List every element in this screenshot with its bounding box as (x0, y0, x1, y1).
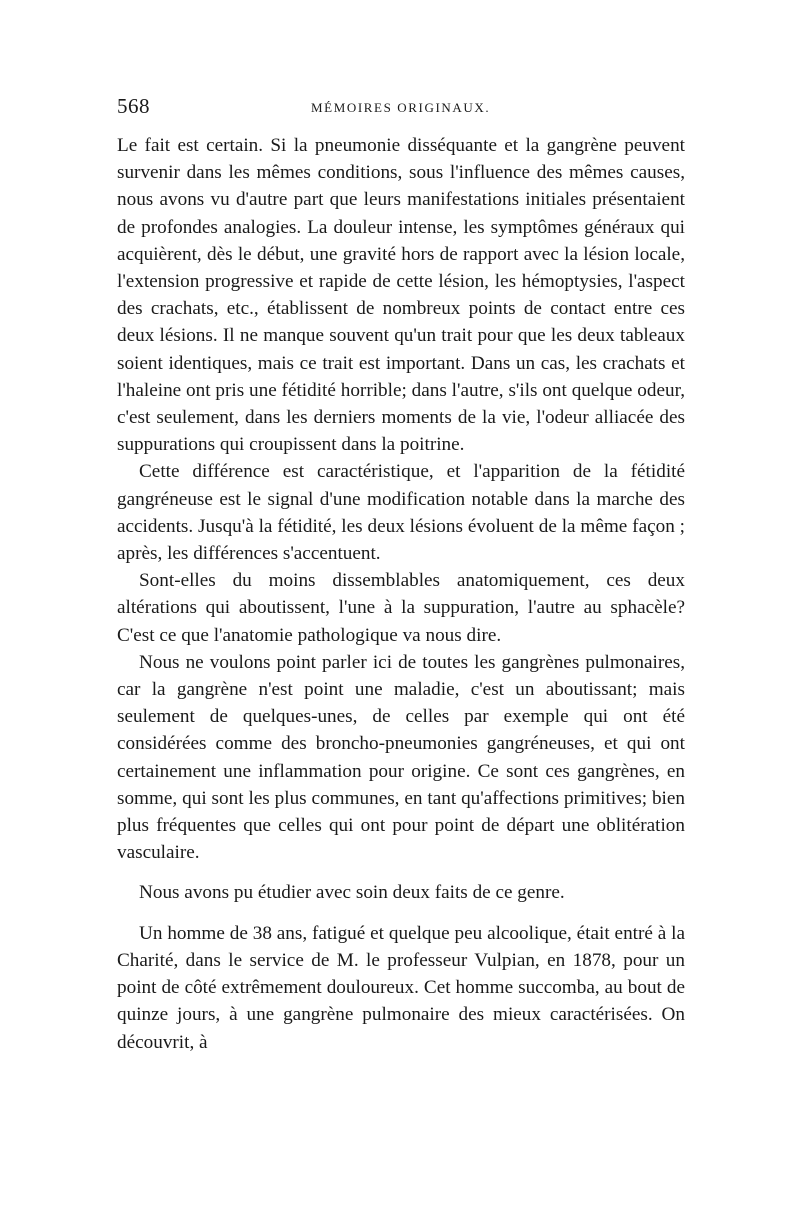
paragraph: Cette différence est caractéristique, et l'apparition de la fétidité gangréneuse est le signal d'une modification notable dans la marche des accidents. Jusqu'à la fétidité, les deux lésions évoluent de la même façon ; après, les différences s'accentuent. (117, 461, 685, 565)
page-number: 568 (117, 94, 150, 118)
paragraph: Sont-elles du moins dissemblables anatomiquement, ces deux altérations qui aboutissent, l'une à la suppuration, l'autre au sphacèle? C'est ce que l'anatomie pathologique va nous dire. (117, 570, 685, 646)
paragraph: Nous avons pu étudier avec soin deux faits de ce genre. (139, 882, 565, 904)
page-header (117, 94, 685, 124)
page-body (117, 132, 685, 1056)
paragraph: Le fait est certain. Si la pneumonie disséquante et la gangrène peuvent survenir dans les mêmes conditions, sous l'influence des mêmes causes, nous avons vu d'autre part que leurs manifestations initiales présentaient de profondes analogies. La douleur intense, les symptômes généraux qui acquièrent, dès le début, une gravité hors de rapport avec la lésion locale, l'extension progressive et rapide de cette lésion, les hémoptysies, l'aspect des crachats, etc., établissent de nombreux points de contact entre ces deux lésions. Il ne manque souvent qu'un trait pour que les deux tableaux soient identiques, mais ce trait est important. Dans un cas, les crachats et l'haleine ont pris une fétidité horrible; dans l'autre, s'ils ont quelque odeur, c'est seulement, dans les derniers moments de la vie, l'odeur alliacée des suppurations qui croupissent dans la poitrine. (117, 135, 685, 456)
paragraph: Nous ne voulons point parler ici de toutes les gangrènes pulmonaires, car la gangrène n'est point une maladie, c'est un aboutissant; mais seulement de quelques-unes, de celles par exemple qui ont été considérées comme des broncho-pneumonies gangréneuses, et qui ont certainement une inflammation pour origine. Ce sont ces gangrènes, en somme, qui sont les plus communes, en tant qu'affections primitives; bien plus fréquentes que celles qui ont pour point de départ une oblitération vasculaire. (117, 651, 685, 864)
running-head: MÉMOIRES ORIGINAUX. (311, 100, 491, 115)
paragraph: Un homme de 38 ans, fatigué et quelque peu alcoolique, était entré à la Charité, dans le service de M. le professeur Vulpian, en 1878, pour un point de côté extrêmement douloureux. Cet homme succomba, au bout de quinze jours, à une gangrène pulmonaire des mieux caractérisées. On découvrit, à (117, 922, 685, 1053)
